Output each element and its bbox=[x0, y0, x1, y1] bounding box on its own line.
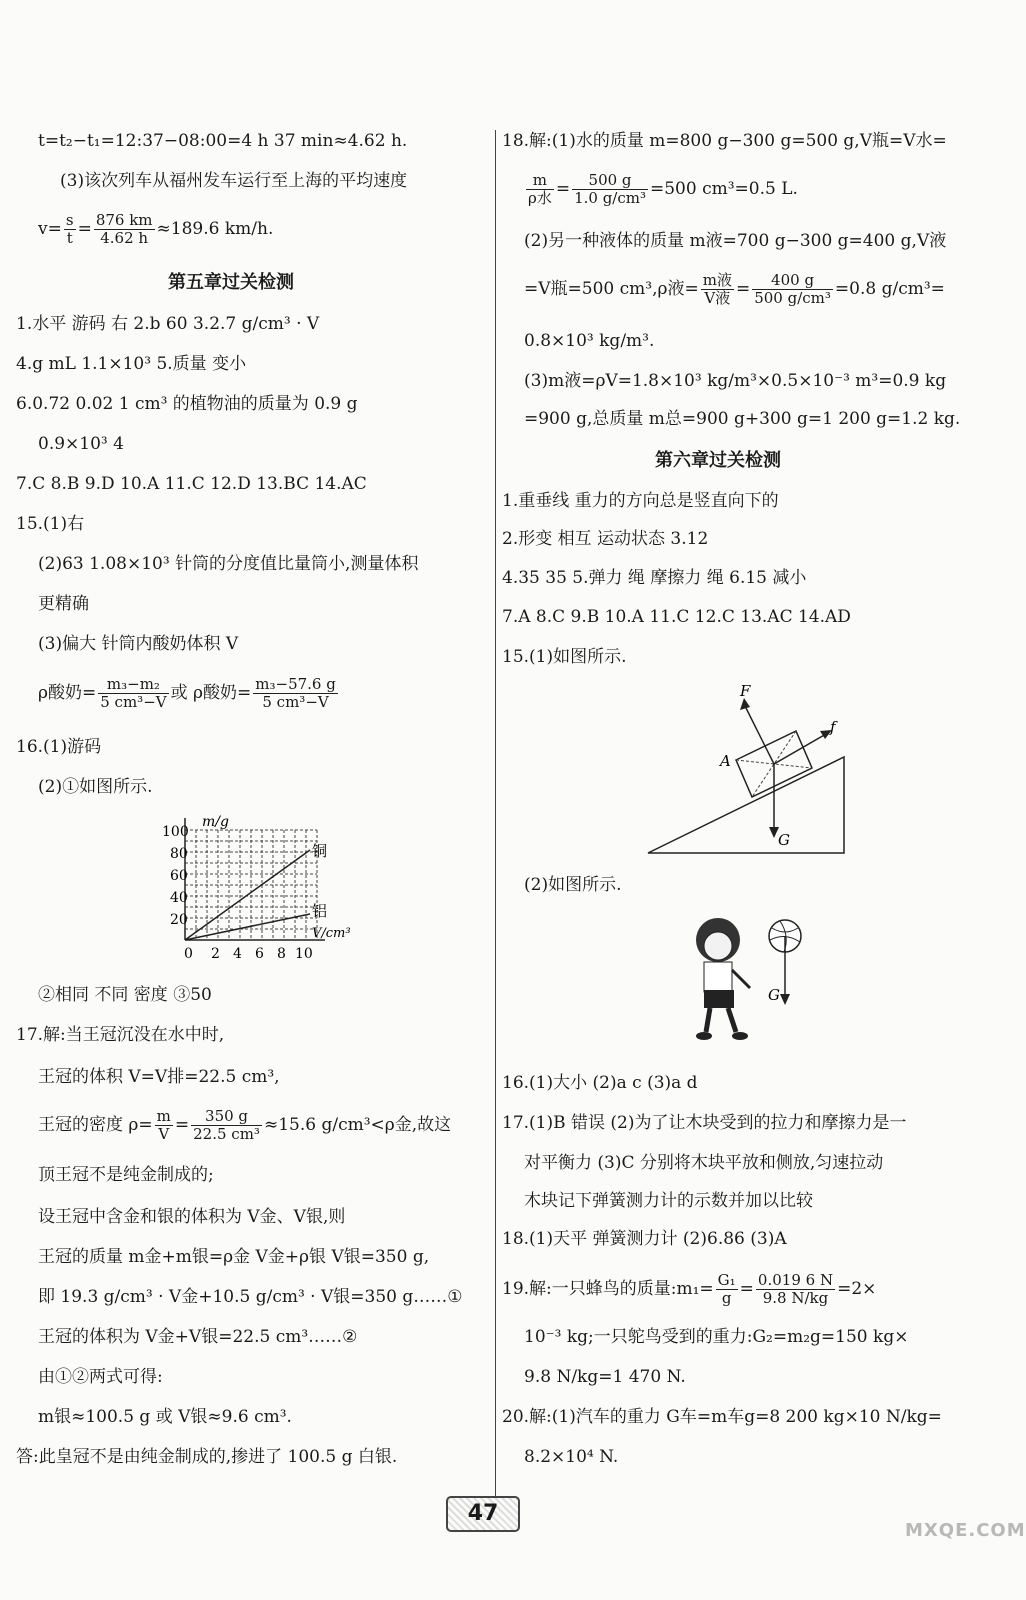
y-tick: 80 bbox=[170, 846, 188, 862]
copper-label: 铜 bbox=[312, 842, 328, 860]
label-F: F bbox=[740, 682, 751, 700]
y-tick: 100 bbox=[162, 824, 189, 840]
y-tick: 20 bbox=[170, 912, 188, 928]
column-divider bbox=[495, 130, 496, 1500]
mass-volume-graph bbox=[160, 810, 380, 970]
boy-leg bbox=[728, 1008, 736, 1032]
boy-shirt bbox=[704, 962, 732, 992]
boy-leg bbox=[706, 1008, 710, 1032]
ans-17-8: 王冠的体积为 V金+V银=22.5 cm³……② bbox=[38, 1327, 358, 1347]
ans6-19-1: 19.解:一只蜂鸟的质量:m₁= $\frac{\text{G₁}}{g}$ = $\frac{0.019 6 N}{9.8 N/kg}$ =2× bbox=[502, 1271, 877, 1307]
x-tick: 4 bbox=[233, 946, 242, 962]
ans6-19-2: 10⁻³ kg;一只鸵鸟受到的重力:G₂=m₂g=150 kg× bbox=[524, 1327, 909, 1347]
ans-17-3: 王冠的密度 ρ= $\frac{m}{V}$ = $\frac{350 g}{\text{22.5 cm³}}$ ≈15.6 g/cm³<ρ金,故这 bbox=[38, 1107, 452, 1143]
ans-17-5: 设王冠中含金和银的体积为 V金、V银,则 bbox=[38, 1207, 346, 1227]
ans6-17-1: 17.(1)B 错误 (2)为了让木块受到的拉力和摩擦力是一 bbox=[502, 1113, 907, 1133]
x-tick: 10 bbox=[295, 946, 313, 962]
ans6-7-14: 7.A 8.C 9.B 10.A 11.C 12.C 13.AC 14.AD bbox=[502, 607, 851, 627]
boy-shorts bbox=[704, 990, 734, 1008]
x-tick: 0 bbox=[184, 946, 193, 962]
ans-6b: 0.9×10³ 4 bbox=[38, 434, 124, 454]
ans-18-3: (2)另一种液体的质量 m液=700 g−300 g=400 g,V液 bbox=[524, 231, 947, 251]
ans-17-1: 17.解:当王冠沉没在水中时, bbox=[16, 1025, 225, 1045]
ans-18-5: 0.8×10³ kg/m³. bbox=[524, 331, 655, 351]
arrowhead bbox=[780, 994, 790, 1005]
left-line-1: t=t₂−t₁=12:37−08:00=4 h 37 min≈4.62 h. bbox=[38, 131, 408, 151]
ans6-20-2: 8.2×10⁴ N. bbox=[524, 1447, 619, 1467]
ans-15-2b: 更精确 bbox=[38, 594, 89, 614]
ans-16-1: 16.(1)游码 bbox=[16, 737, 102, 757]
ans6-1: 1.重垂线 重力的方向总是竖直向下的 bbox=[502, 491, 779, 511]
boy-arm bbox=[732, 970, 750, 988]
ans-17-2: 王冠的体积 V=V排=22.5 cm³, bbox=[38, 1067, 280, 1087]
watermark: MXQE.COM bbox=[905, 1520, 1026, 1541]
ans6-19-3: 9.8 N/kg=1 470 N. bbox=[524, 1367, 686, 1387]
ans-16-2: (2)①如图所示. bbox=[38, 777, 153, 797]
ans-18-7: =900 g,总质量 m总=900 g+300 g=1 200 g=1.2 kg. bbox=[524, 409, 961, 429]
ans6-18: 18.(1)天平 弹簧测力计 (2)6.86 (3)A bbox=[502, 1229, 787, 1249]
ans-17-9: 由①②两式可得: bbox=[38, 1367, 163, 1387]
ans6-17-3: 木块记下弹簧测力计的示数并加以比较 bbox=[524, 1191, 813, 1211]
ans-17-11: 答:此皇冠不是由纯金制成的,掺进了 100.5 g 白银. bbox=[16, 1447, 398, 1467]
left-line-2: (3)该次列车从福州发车运行至上海的平均速度 bbox=[60, 171, 408, 191]
x-axis-label: V/cm³ bbox=[312, 926, 351, 941]
ans-17-10: m银≈100.5 g 或 V银≈9.6 cm³. bbox=[38, 1407, 292, 1427]
force-F-arrow bbox=[744, 704, 774, 764]
label-G: G bbox=[778, 831, 790, 849]
incline-force-diagram bbox=[640, 680, 850, 860]
ans-18-6: (3)m液=ρV=1.8×10³ kg/m³×0.5×10⁻³ m³=0.9 kg bbox=[524, 371, 947, 391]
ans-15-formula: ρ酸奶= $\frac{\text{m₃−m₂}}{\text{5 cm³−V}}$ 或 ρ酸奶= $\frac{\text{m₃−57.6 g}}{\text{5 cm³−V}}$ bbox=[38, 675, 336, 711]
ball-gravity-figure bbox=[680, 910, 830, 1050]
ans-18-4: =V瓶=500 cm³,ρ液= $\frac{\text{m液}}{\text{V液}}$ = $\frac{400 g}{\text{500 g/cm³}}$ =0.8 g/cm³= bbox=[524, 271, 945, 307]
ans6-17-2: 对平衡力 (3)C 分别将木块平放和侧放,匀速拉动 bbox=[524, 1153, 884, 1173]
left-speed-formula: v= $\frac{s}{t}$ = $\frac{876 km}{4.62 h}$ ≈189.6 km/h. bbox=[38, 211, 274, 247]
label-f: f bbox=[830, 718, 836, 736]
ans6-20-1: 20.解:(1)汽车的重力 G车=m车g=8 200 kg×10 N/kg= bbox=[502, 1407, 942, 1427]
x-tick: 8 bbox=[277, 946, 286, 962]
boy-face bbox=[704, 932, 732, 960]
ans6-4-6: 4.35 35 5.弹力 绳 摩擦力 绳 6.15 减小 bbox=[502, 568, 807, 588]
ans-1-3: 1.水平 游码 右 2.b 60 3.2.7 g/cm³ · V bbox=[16, 314, 320, 334]
chapter-5-title: 第五章过关检测 bbox=[168, 272, 294, 293]
ans-18-1: 18.解:(1)水的质量 m=800 g−300 g=500 g,V瓶=V水= bbox=[502, 131, 947, 151]
ans6-16: 16.(1)大小 (2)a c (3)a d bbox=[502, 1073, 698, 1093]
ans6-2-3: 2.形变 相互 运动状态 3.12 bbox=[502, 529, 709, 549]
boy-shoe bbox=[732, 1032, 748, 1040]
graph-grid bbox=[185, 830, 317, 940]
ans-17-7: 即 19.3 g/cm³ · V金+10.5 g/cm³ · V银=350 g……① bbox=[38, 1287, 463, 1307]
ans6-15-1: 15.(1)如图所示. bbox=[502, 647, 627, 667]
ans-15-3: (3)偏大 针筒内酸奶体积 V bbox=[38, 634, 239, 654]
ans-17-4: 顶王冠不是纯金制成的; bbox=[38, 1165, 214, 1185]
ans-7-14: 7.C 8.B 9.D 10.A 11.C 12.D 13.BC 14.AC bbox=[16, 474, 367, 494]
ans6-15-2: (2)如图所示. bbox=[524, 875, 622, 895]
y-axis-label: m/g bbox=[202, 814, 229, 830]
chapter-6-title: 第六章过关检测 bbox=[655, 450, 781, 471]
x-tick: 2 bbox=[211, 946, 220, 962]
aluminum-label: 铝 bbox=[312, 902, 328, 920]
incline-plane bbox=[648, 757, 844, 853]
label-A: A bbox=[720, 752, 731, 770]
x-tick: 6 bbox=[255, 946, 264, 962]
ans-15-2: (2)63 1.08×10³ 针筒的分度值比量筒小,测量体积 bbox=[38, 554, 419, 574]
boy-shoe bbox=[696, 1032, 712, 1040]
ans-4-5: 4.g mL 1.1×10³ 5.质量 变小 bbox=[16, 354, 247, 374]
ans-17-6: 王冠的质量 m金+m银=ρ金 V金+ρ银 V银=350 g, bbox=[38, 1247, 430, 1267]
y-tick: 40 bbox=[170, 890, 188, 906]
label-G: G bbox=[768, 986, 780, 1004]
ans-18-2: $\frac{m}{\text{ρ水}}$ = $\frac{500 g}{\text{1.0 g/cm³}}$ =500 cm³=0.5 L. bbox=[528, 171, 798, 207]
y-tick: 60 bbox=[170, 868, 188, 884]
ans-16-3: ②相同 不同 密度 ③50 bbox=[38, 985, 212, 1005]
ans-15-1: 15.(1)右 bbox=[16, 514, 85, 534]
ans-6: 6.0.72 0.02 1 cm³ 的植物油的质量为 0.9 g bbox=[16, 394, 358, 414]
page-number: 47 bbox=[446, 1496, 520, 1532]
